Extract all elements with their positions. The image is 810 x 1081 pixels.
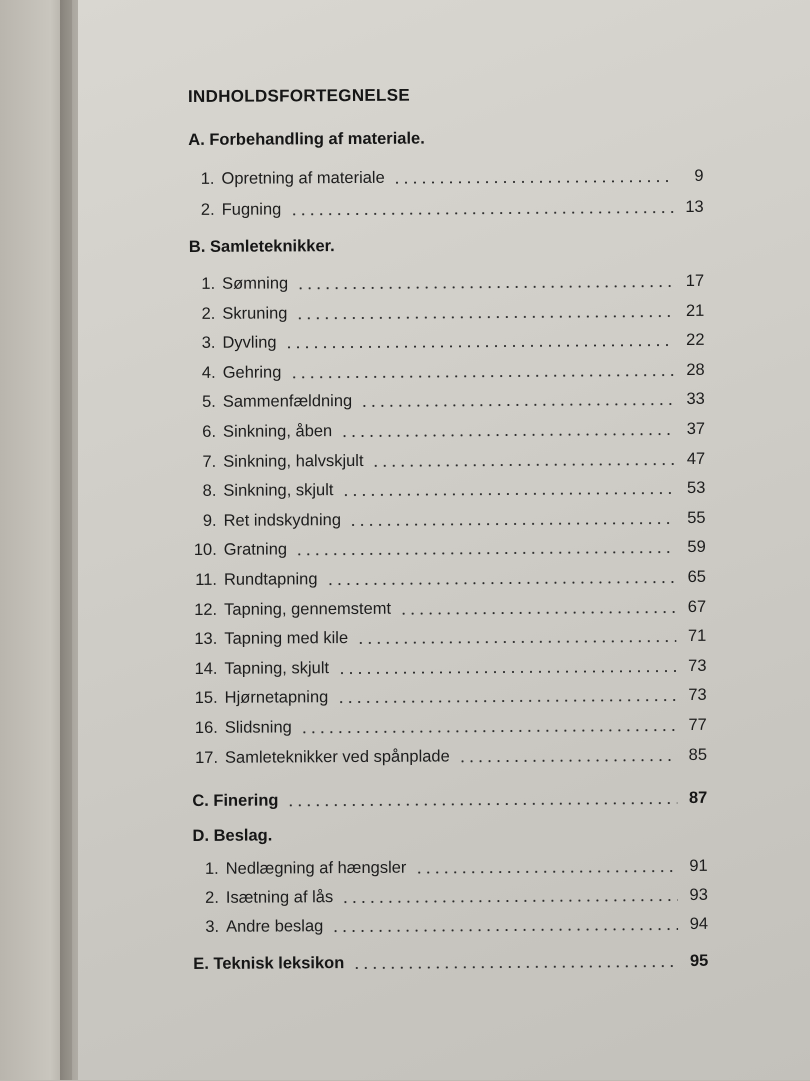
entry-page-number: 33 [686, 389, 705, 408]
section-c-heading: C. Finering [192, 791, 279, 810]
entry-page-number: 91 [689, 856, 708, 875]
toc-entry [193, 881, 708, 908]
entry-number: 2. [205, 888, 219, 907]
entry-page-number: 47 [686, 449, 706, 468]
entry-label: Fugning [221, 200, 282, 219]
entry-page-number: 55 [687, 508, 706, 527]
toc-entry [189, 326, 704, 353]
entry-label: Isætning af lås [225, 888, 334, 907]
toc-entry [191, 593, 706, 620]
dot-leader [372, 463, 676, 467]
toc-entry [190, 504, 705, 531]
dot-leader [337, 670, 676, 674]
entry-label: Opretning af materiale [221, 168, 385, 188]
dot-leader [289, 374, 674, 378]
toc-entry [190, 356, 705, 383]
entry-label: Slidsning [224, 718, 292, 737]
dot-leader [360, 403, 675, 407]
dot-leader [295, 551, 676, 555]
entry-page-number: 93 [689, 885, 708, 904]
dot-leader [341, 492, 675, 496]
entry-number: 5. [202, 392, 216, 411]
toc-entry [192, 711, 707, 738]
entry-label: Ret indskydning [223, 511, 342, 530]
entry-number: 13. [194, 629, 218, 648]
entry-label: Sammenfældning [222, 392, 353, 411]
entry-page-number: 73 [688, 685, 707, 704]
dot-leader [331, 928, 678, 932]
entry-page-number: 71 [687, 626, 707, 645]
entry-label: Gratning [223, 540, 288, 559]
book-page [78, 0, 810, 1080]
toc-entry [189, 297, 704, 324]
entry-page-number: 37 [686, 419, 706, 438]
entry-number: 3. [205, 917, 220, 936]
toc-entry [191, 652, 706, 679]
dot-leader [295, 315, 674, 319]
entry-page-number: 53 [686, 478, 706, 497]
entry-number: 4. [201, 363, 216, 382]
toc-entry [190, 474, 705, 501]
entry-label: Sinkning, skjult [223, 481, 334, 500]
entry-label: Andre beslag [225, 917, 324, 936]
section-b-heading: B. Samleteknikker. [188, 237, 335, 256]
entry-page-number: 85 [688, 745, 708, 764]
entry-number: 6. [202, 422, 217, 441]
entry-number: 10. [193, 540, 217, 559]
dot-leader [285, 344, 675, 348]
section-e-heading: E. Teknisk leksikon [193, 954, 345, 973]
entry-page-number: 17 [685, 271, 705, 290]
entry-page-number: 67 [687, 597, 707, 616]
entry-page-number: 87 [688, 788, 708, 807]
entry-page-number: 59 [687, 537, 706, 556]
toc-title: INDHOLDSFORTEGNELSE [187, 85, 411, 106]
entry-label: Skruning [222, 304, 288, 323]
entry-page-number: 21 [685, 301, 705, 320]
entry-number: 11. [195, 570, 217, 589]
entry-page-number: 65 [687, 567, 706, 586]
entry-label: Tapning, gennemstemt [224, 599, 392, 619]
dot-leader [414, 870, 677, 874]
dot-leader [341, 899, 678, 903]
table-of-contents [77, 0, 810, 1081]
entry-page-number: 28 [686, 360, 705, 379]
entry-number: 15. [194, 688, 218, 707]
entry-label: Nedlægning af hængsler [225, 858, 407, 878]
entry-label: Hjørnetapning [224, 688, 329, 707]
dot-leader [458, 759, 677, 762]
dot-leader [300, 729, 677, 733]
dot-leader [286, 802, 677, 806]
dot-leader [336, 699, 676, 703]
toc-entry [192, 681, 707, 708]
entry-number: 14. [194, 659, 218, 678]
toc-entry [190, 385, 705, 412]
entry-number: 12. [194, 600, 218, 619]
entry-number: 8. [202, 481, 217, 500]
entry-number: 3. [201, 333, 216, 352]
entry-number: 1. [200, 169, 215, 188]
toc-entry [193, 910, 708, 937]
entry-page-number: 94 [689, 914, 709, 933]
entry-label: Sinkning, åben [222, 422, 333, 441]
section-a-heading: A. Forbehandling af materiale. [188, 129, 425, 149]
entry-number: 2. [200, 200, 215, 219]
toc-entry [191, 533, 706, 560]
toc-entry [191, 622, 706, 649]
dot-leader [340, 433, 675, 437]
entry-page-number: 95 [689, 951, 709, 970]
section-d-heading: D. Beslag. [192, 826, 273, 845]
dot-leader [352, 965, 678, 969]
toc-entry [190, 415, 705, 442]
entry-page-number: 73 [688, 656, 707, 675]
toc-entry [188, 162, 703, 189]
toc-entry [189, 193, 704, 220]
entry-label: Samleteknikker ved spånplade [224, 747, 450, 767]
entry-label: Tapning med kile [224, 629, 349, 648]
entry-label: Sømning [222, 274, 289, 293]
dot-leader [289, 211, 673, 215]
toc-entry [189, 267, 704, 294]
entry-page-number: 22 [686, 330, 705, 349]
dot-leader [326, 581, 676, 585]
dot-leader [399, 611, 676, 615]
entry-page-number: 13 [685, 197, 704, 216]
dot-leader [356, 640, 676, 644]
entry-number: 9. [202, 511, 217, 530]
toc-entry [191, 563, 706, 590]
toc-entry [190, 445, 705, 472]
section-c-entry [192, 784, 707, 811]
entry-label: Tapning, skjult [224, 659, 330, 678]
entry-number: 7. [202, 452, 217, 471]
dot-leader [393, 180, 674, 184]
entry-label: Gehring [222, 363, 282, 382]
entry-label: Sinkning, halvskjult [223, 451, 364, 471]
entry-page-number: 77 [688, 715, 707, 734]
entry-number: 16. [194, 718, 218, 737]
dot-leader [296, 285, 674, 289]
toc-entry [192, 741, 707, 768]
dot-leader [349, 522, 676, 526]
entry-label: Dyvling [222, 333, 277, 352]
entry-number: 1. [204, 859, 219, 878]
entry-number: 1. [201, 274, 216, 293]
section-e-entry [193, 947, 708, 974]
entry-page-number: 9 [694, 166, 704, 185]
entry-label: Rundtapning [223, 570, 318, 589]
entry-number: 2. [201, 304, 216, 323]
toc-entry [193, 852, 708, 879]
entry-number: 17. [195, 748, 219, 767]
